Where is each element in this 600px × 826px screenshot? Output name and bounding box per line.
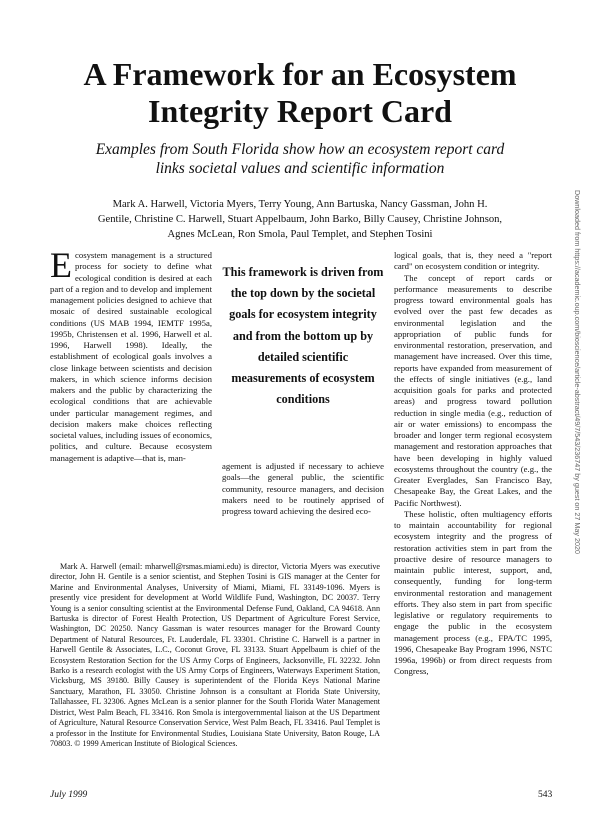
issue-date: July 1999 <box>50 790 88 800</box>
column-3-paragraph-3: These holistic, often multiagency efforts to maintain accountability for regional ecosystem integrity and the progress of restoration activities stem in part from the proactive desire of resource managers to maintain public interest, support, and, consequently, funding for long-term environmental restoration and management efforts. They also stem in part from specific legislative or regulatory requirements to engage the public in the ecosystem management process (e.g., FPA/TC 1995, 1996, Chesapeake Bay Program 1996, NSTC 1996a, 1996b) or from direct requests from Congress, <box>394 508 552 677</box>
column-2-text: agement is adjusted if necessary to achieve goals—the general public, the scientific community, resource managers, and decision makers need to be routinely apprised of progress toward achieving the desired eco- <box>222 461 384 516</box>
column-3-paragraph-1: logical goals, that is, they need a "report card" on ecosystem condition or integrity. <box>394 250 552 272</box>
authors-line-1: Mark A. Harwell, Victoria Myers, Terry Young, Ann Bartuska, Nancy Gassman, John H. <box>112 199 488 210</box>
body-column-2 <box>222 461 384 517</box>
page-number: 543 <box>538 790 553 800</box>
article-title <box>30 56 570 130</box>
article-subtitle <box>40 140 560 178</box>
column-3-paragraph-2: The concept of report cards or performance measurements to describe progress toward environmental goals has evolved over the past few decades as environmental legislation and the appropriation of public funds for environmental restoration, preservation, and management have increased. Over this time, reports have expanded from measurement of the effects of single initiatives (e.g., land acquisition goals for parks and protected areas) and progress toward pollution reduction in single media (e.g., reduction of air or water emissions) to encompass the broader and longer term regional ecosystem management and restoration approaches that have been developing in highly valued ecosystems throughout the country (e.g., the Greater Everglades, San Francisco Bay, Chesapeake Bay, the Great Lakes, and the Pacific Northwest). <box>394 272 552 508</box>
authors-line-3: Agnes McLean, Ron Smola, Paul Templet, and Stephen Tosini <box>167 229 433 240</box>
footnote-text: Mark A. Harwell (email: mharwell@rsmas.miami.edu) is director, Victoria Myers was executive director, John H. Gentile is a senior scientist, and Stephen Tosini is GIS manager at the Center for Marine and Environmental Analyses, University of Miami, Miami, FL 33149-1096. Myers is presently vice president for development at World Wildlife Fund, Washington, DC 20037. Terry Young is a senior consulting scientist at the Environmental Defense Fund, Oakland, CA 94618. Ann Bartuska is director of Forest Health Protection, US Department of Agriculture Forest Service, Washington, DC 20250. Nancy Gassman is water resources manager for the Broward County Department of Natural Resources, Ft. Lauderdale, FL 33301. Christine C. Harwell is a partner in Harwell Gentile & Associates, L.C., Coconut Grove, FL 33133. Stuart Appelbaum is chief of the Ecosystem Restoration Section for the US Army Corps of Engineers, Jacksonville, FL 32232. John Barko is a research ecologist with the US Army Corps of Engineers, Waterways Experiment Station, Vicksburg, MS 39180. Billy Causey is superintendent of the Florida Keys National Marine Sanctuary, Marathon, FL 33050. Christine Johnson is a consultant at Florida State University, Tallahassee, FL 32306. Agnes McLean is a senior planner for the South Florida Water Management District, West Palm Beach, FL 33416. Ron Smola is intergovernmental liaison at the US Department of Agriculture, Natural Resource Conservation Service, West Palm Beach, FL 33416. Paul Templet is a professor in the Institute for Environmental Studies, Louisiana State University, Baton Rouge, LA 70803. © 1999 American Institute of Biological Sciences. <box>50 562 380 748</box>
title-line-2: Integrity Report Card <box>148 93 452 129</box>
body-column-3 <box>394 250 552 678</box>
subtitle-line-1: Examples from South Florida show how an ecosystem report card <box>95 141 505 158</box>
download-watermark: Downloaded from https://academic.oup.com/bioscience/article-abstract/49/7/543/236747 by guest on 27 May 2020 <box>573 190 582 554</box>
intro-paragraph <box>50 245 212 464</box>
subtitle-line-2: links societal values and scientific information <box>155 160 445 177</box>
intro-text: cosystem management is a structured process for society to define what ecological condition is desired at each part of a region and to develop and implement management policies designed to achieve that mosaic of desired sustainable ecological conditions (US MAB 1994, IEMTF 1995a, 1995b, Christensen et al. 1996, Harwell et al. 1996, Harwell 1998). Ideally, the establishment of ecological goals involves a close linkage between scientists and decision makers, in which science informs decision makers and the public by characterizing the ecological conditions that are achievable under particular management regimes, and decision makers make choices reflecting societal values, including issues of economics, politics, and culture. Because ecosystem management is adaptive—that is, man- <box>50 250 212 463</box>
body-column-1 <box>50 245 212 464</box>
pull-quote: This framework is driven from the top down by the societal goals for ecosystem integrity and from the bottom up by detailed scientific measurements of ecosystem conditions <box>222 265 384 407</box>
drop-cap: E <box>50 245 72 285</box>
author-affiliations-footnote <box>50 562 380 749</box>
title-line-1: A Framework for an Ecosystem <box>83 56 517 92</box>
authors-line-2: Gentile, Christine C. Harwell, Stuart Appelbaum, John Barko, Billy Causey, Christine Johnson, <box>97 214 503 225</box>
author-list <box>50 197 550 242</box>
